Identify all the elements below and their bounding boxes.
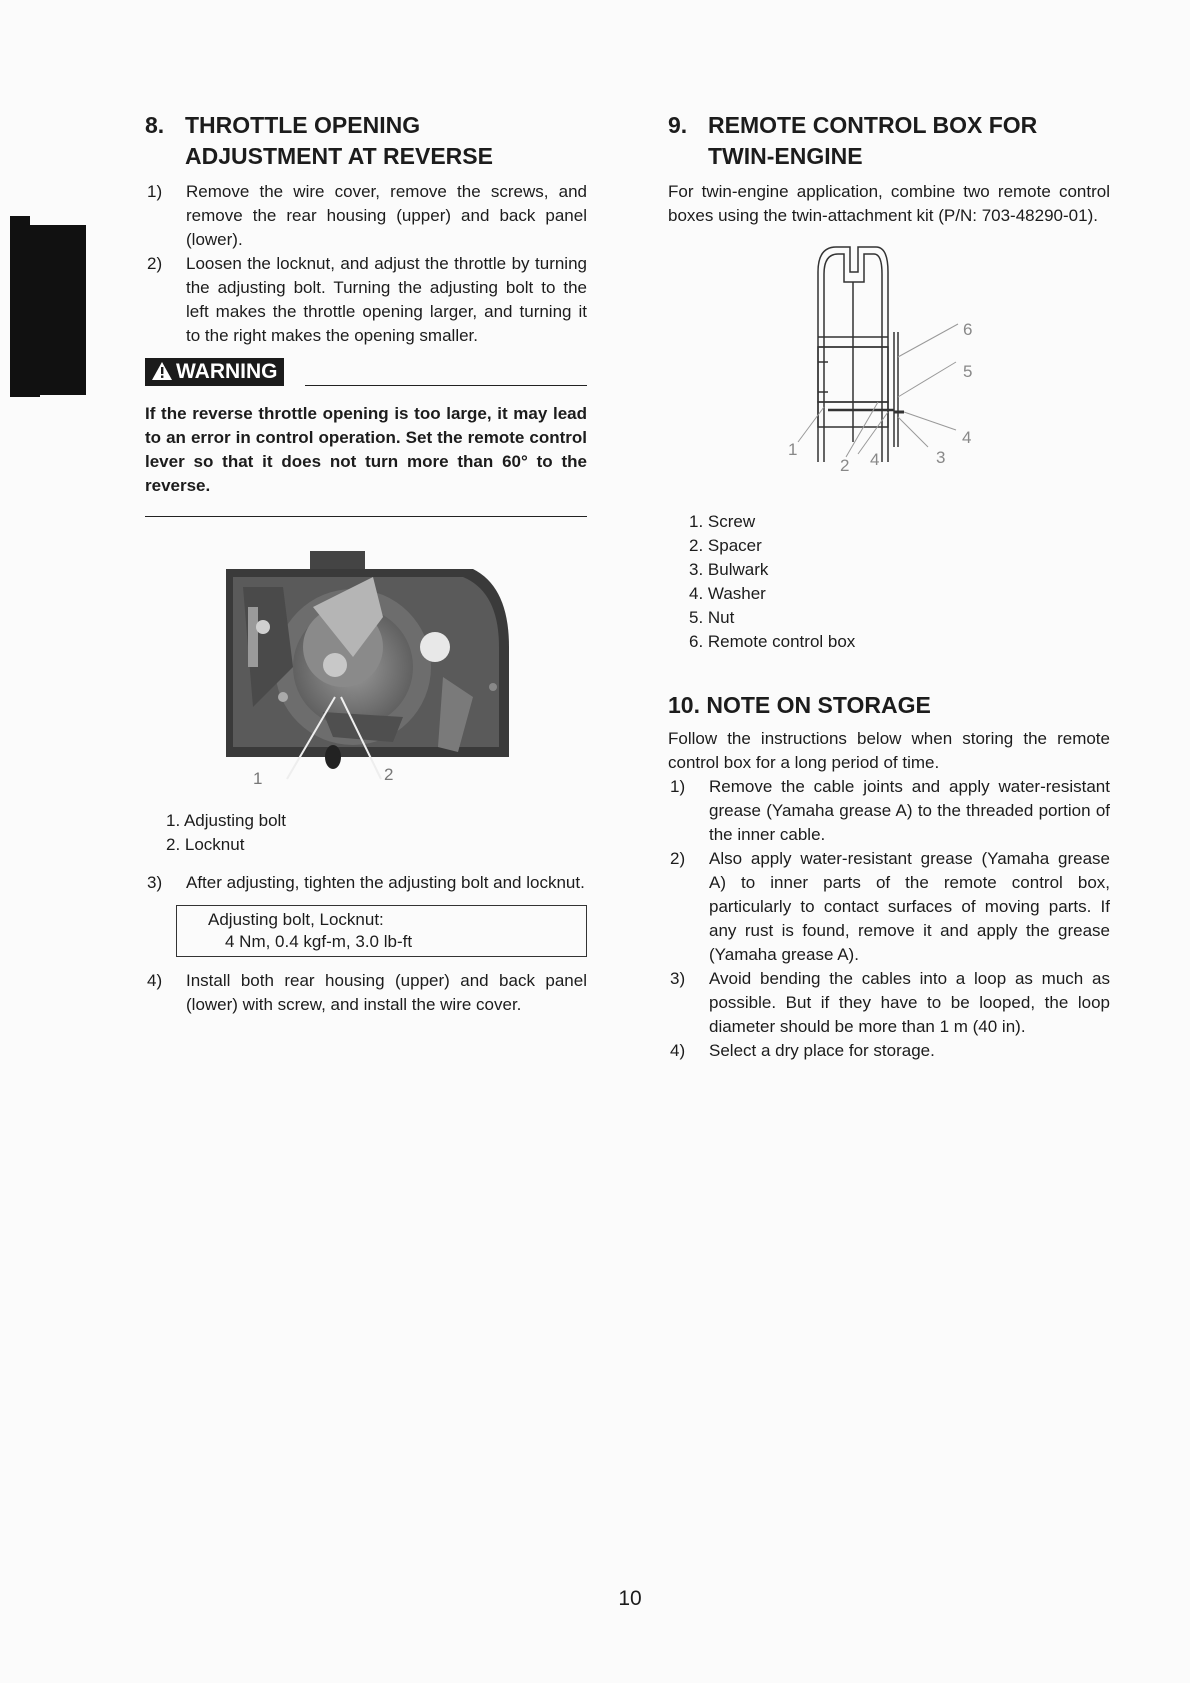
warning-badge <box>145 358 284 386</box>
diagram-callout-4b: 4 <box>962 428 972 447</box>
step-number: 1) <box>670 777 686 796</box>
right-column <box>668 110 1110 1063</box>
step-number: 4) <box>670 1041 686 1060</box>
step-item <box>668 967 1110 1039</box>
warning-rule <box>305 385 587 386</box>
caption-item: 4. Washer <box>689 584 766 603</box>
warning-label: WARNING <box>176 360 278 383</box>
warning-text: If the reverse throttle opening is too large, it may lead to an error in control operation. Set the remote control lever so that it does not turn more than 60° to the reverse. <box>145 404 587 495</box>
edge-tab-notch-bottom <box>10 393 40 397</box>
photo-illustration <box>223 547 523 817</box>
section-8-title-line1: THROTTLE OPENING <box>185 112 421 138</box>
diagram-callout-5: 5 <box>963 362 973 381</box>
section-10-heading <box>668 690 1110 721</box>
page-number: 10 <box>618 1587 642 1610</box>
caption-item: 3. Bulwark <box>689 560 769 579</box>
section-9-heading <box>668 110 1110 172</box>
twin-attachment-diagram <box>758 242 1018 502</box>
section-10-title: NOTE ON STORAGE <box>706 692 931 718</box>
caption-item: 1. Adjusting bolt <box>166 811 287 830</box>
diagram-illustration <box>758 242 1018 502</box>
section-9-number: 9. <box>668 112 688 138</box>
step-number: 1) <box>147 182 163 201</box>
spec-label: Adjusting bolt, Locknut: <box>208 910 384 929</box>
warning-header <box>145 358 587 388</box>
section-9-intro: For twin-engine application, combine two remote control boxes using the twin-attachment kit (P/N: 703-48290-01). <box>668 182 1110 225</box>
diagram-callout-6: 6 <box>963 320 973 339</box>
step-text: Also apply water-resistant grease (Yamaha grease A) to inner parts of the remote control box, particularly to contact surfaces of moving parts. If any rust is found, remove it and apply the grease (Yamaha grease A). <box>709 849 1110 964</box>
warning-triangle-icon <box>151 361 173 381</box>
step-text: Install both rear housing (upper) and back panel (lower) with screw, and install the wire cover. <box>186 971 587 1014</box>
section-8-number: 8. <box>145 112 165 138</box>
step-item <box>145 180 587 252</box>
section-9-title-line2: TWIN-ENGINE <box>708 143 863 169</box>
step-text: Select a dry place for storage. <box>709 1041 935 1060</box>
caption-item: 6. Remote control box <box>689 632 856 651</box>
throttle-mechanism-photo <box>223 547 523 817</box>
diagram-callout-4a: 4 <box>870 450 880 469</box>
section-8-title-line2: ADJUSTMENT AT REVERSE <box>185 143 493 169</box>
section-10-steps <box>668 775 1110 1063</box>
step-text: Remove the cable joints and apply water-resistant grease (Yamaha grease A) to the threaded portion of the inner cable. <box>709 777 1110 844</box>
diagram-callout-1: 1 <box>788 440 798 459</box>
step-text: Avoid bending the cables into a loop as much as possible. But if they have to be looped, the loop diameter should be more than 1 m (40 in). <box>709 969 1110 1036</box>
left-column <box>145 110 587 1017</box>
caption-item: 5. Nut <box>689 608 735 627</box>
step-text: Remove the wire cover, remove the screws, and remove the rear housing (upper) and back panel (lower). <box>186 182 587 249</box>
step-number: 2) <box>147 254 163 273</box>
diagram-captions <box>668 510 1110 654</box>
step-item <box>145 969 587 1017</box>
section-8-heading <box>145 110 587 172</box>
diagram-callout-2: 2 <box>840 456 850 475</box>
step-item <box>145 871 587 895</box>
chapter-edge-tab <box>10 225 86 395</box>
torque-spec-box <box>176 905 587 957</box>
step-number: 2) <box>670 849 686 868</box>
section-8-step-3 <box>145 871 587 895</box>
spec-value: 4 Nm, 0.4 kgf-m, 3.0 lb-ft <box>225 932 413 951</box>
photo-callout-1: 1 <box>253 769 263 788</box>
section-8-step-4 <box>145 969 587 1017</box>
caption-item: 1. Screw <box>689 512 756 531</box>
photo-callout-2: 2 <box>384 765 394 784</box>
step-item <box>145 252 587 348</box>
step-text: After adjusting, tighten the adjusting bolt and locknut. <box>186 873 585 892</box>
warning-bottom-rule <box>145 516 587 517</box>
section-8-steps <box>145 180 587 348</box>
section-9-title-line1: REMOTE CONTROL BOX FOR <box>708 112 1038 138</box>
step-item <box>668 1039 1110 1063</box>
section-10-number: 10. <box>668 692 700 718</box>
step-number: 3) <box>670 969 686 988</box>
step-text: Loosen the locknut, and adjust the throttle by turning the adjusting bolt. Turning the adjusting bolt to the left makes the throttle opening larger, and turning it to the right makes the opening smaller. <box>186 254 587 345</box>
step-item <box>668 847 1110 967</box>
step-number: 3) <box>147 873 163 892</box>
caption-item: 2. Spacer <box>689 536 762 555</box>
caption-item: 2. Locknut <box>166 835 245 854</box>
section-10-intro: Follow the instructions below when storing the remote control box for a long period of time. <box>668 729 1110 772</box>
diagram-callout-3: 3 <box>936 448 946 467</box>
step-number: 4) <box>147 971 163 990</box>
step-item <box>668 775 1110 847</box>
